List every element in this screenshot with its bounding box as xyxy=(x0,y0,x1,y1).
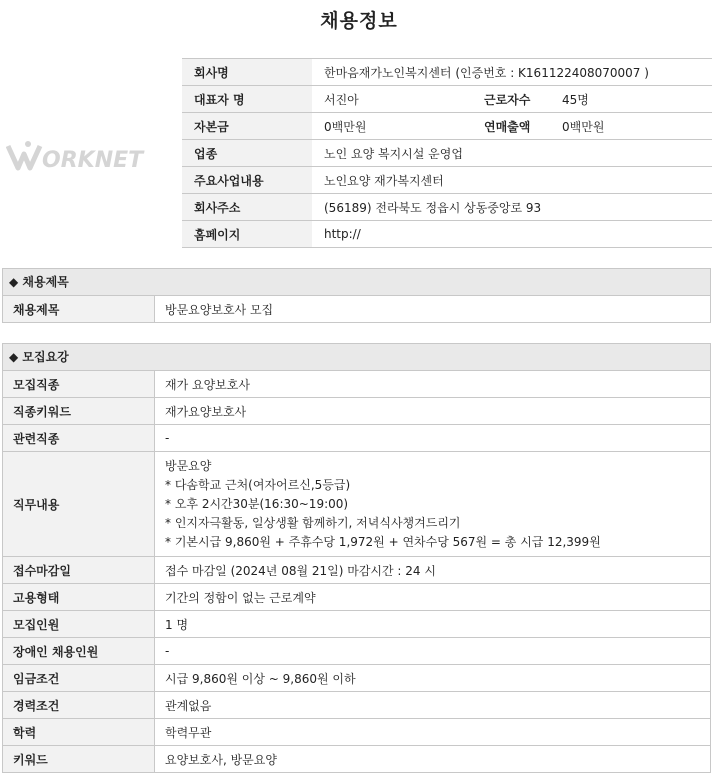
duty-line: * 다솜학교 근처(여자어르신,5등급) xyxy=(165,477,351,492)
recruit-details-table xyxy=(3,371,710,773)
duty-line: * 인지자극활동, 일상생활 함께하기, 저녁식사챙겨드리기 xyxy=(165,515,461,530)
address-value: (56189) 전라북도 정읍시 상동중앙로 93 xyxy=(312,194,712,221)
logo-wordmark: ORKNET xyxy=(42,148,144,173)
company-row-business xyxy=(182,167,712,194)
row-label: 모집직종 xyxy=(3,371,155,398)
row-value: 재가요양보호사 xyxy=(155,398,711,425)
table-row xyxy=(3,296,710,323)
row-label: 직종키워드 xyxy=(3,398,155,425)
page-title: 채용정보 xyxy=(320,10,398,32)
row-value: 학력무관 xyxy=(155,719,711,746)
sales-value: 0백만원 xyxy=(550,113,712,140)
table-row xyxy=(3,692,710,719)
table-row xyxy=(3,746,710,773)
table-row xyxy=(3,557,710,584)
worknet-logo xyxy=(6,138,166,174)
table-row xyxy=(3,371,710,398)
duty-label: 직무내용 xyxy=(3,452,155,557)
row-value: - xyxy=(155,425,711,452)
address-label: 회사주소 xyxy=(182,194,312,221)
recruit-title-table xyxy=(3,296,710,323)
workers-value: 45명 xyxy=(550,86,712,113)
row-label: 관련직종 xyxy=(3,425,155,452)
row-value: - xyxy=(155,638,711,665)
table-row xyxy=(3,584,710,611)
workers-label: 근로자수 xyxy=(484,86,550,113)
company-row-name xyxy=(182,59,712,86)
duty-line: * 오후 2시간30분(16:30~19:00) xyxy=(165,496,349,511)
recruit-title-value: 방문요양보호사 모집 xyxy=(155,296,711,323)
row-value: 관계없음 xyxy=(155,692,711,719)
business-value: 노인요양 재가복지센터 xyxy=(312,167,712,194)
company-info-table xyxy=(182,58,712,248)
company-row-industry xyxy=(182,140,712,167)
table-row xyxy=(3,638,710,665)
row-label: 모집인원 xyxy=(3,611,155,638)
table-row xyxy=(3,611,710,638)
recruit-details-header: ◆ 모집요강 xyxy=(3,344,710,371)
recruit-details-section xyxy=(2,343,711,773)
table-row xyxy=(3,425,710,452)
duty-content xyxy=(155,452,711,557)
row-value: 시급 9,860원 이상 ~ 9,860원 이하 xyxy=(155,665,711,692)
row-label: 학력 xyxy=(3,719,155,746)
company-row-address xyxy=(182,194,712,221)
row-value: 요양보호사, 방문요양 xyxy=(155,746,711,773)
sales-label: 연매출액 xyxy=(484,113,550,140)
recruit-title-label: 채용제목 xyxy=(3,296,155,323)
industry-label: 업종 xyxy=(182,140,312,167)
row-label: 고용형태 xyxy=(3,584,155,611)
industry-value: 노인 요양 복지시설 운영업 xyxy=(312,140,712,167)
duty-line: 방문요양 xyxy=(165,458,212,473)
capital-label: 자본금 xyxy=(182,113,312,140)
table-row xyxy=(3,665,710,692)
worknet-logo-icon xyxy=(6,138,166,174)
table-row xyxy=(3,398,710,425)
recruit-title-section xyxy=(2,268,711,323)
homepage-label: 홈페이지 xyxy=(182,221,312,248)
capital-value: 0백만원 xyxy=(312,113,484,140)
row-value: 1 명 xyxy=(155,611,711,638)
table-row-duty xyxy=(3,452,710,557)
row-label: 키워드 xyxy=(3,746,155,773)
row-label: 경력조건 xyxy=(3,692,155,719)
company-name-value: 한마음재가노인복지센터 (인증번호 : K161122408070007 ) xyxy=(312,59,712,86)
company-row-homepage xyxy=(182,221,712,248)
row-value: 접수 마감일 (2024년 08월 21일) 마감시간 : 24 시 xyxy=(155,557,711,584)
recruit-title-header: ◆ 채용제목 xyxy=(3,269,710,296)
ceo-value: 서진아 xyxy=(312,86,484,113)
table-row xyxy=(3,719,710,746)
row-value: 재가 요양보호사 xyxy=(155,371,711,398)
homepage-link[interactable]: http:// xyxy=(312,221,712,248)
row-label: 장애인 채용인원 xyxy=(3,638,155,665)
ceo-label: 대표자 명 xyxy=(182,86,312,113)
duty-line: * 기본시급 9,860원 + 주휴수당 1,972원 + 연차수당 567원 = 총 시급 12,399원 xyxy=(165,534,601,549)
company-row-ceo xyxy=(182,86,712,113)
business-label: 주요사업내용 xyxy=(182,167,312,194)
row-label: 접수마감일 xyxy=(3,557,155,584)
row-value: 기간의 정함이 없는 근로계약 xyxy=(155,584,711,611)
company-row-capital xyxy=(182,113,712,140)
row-label: 임금조건 xyxy=(3,665,155,692)
company-name-label: 회사명 xyxy=(182,59,312,86)
